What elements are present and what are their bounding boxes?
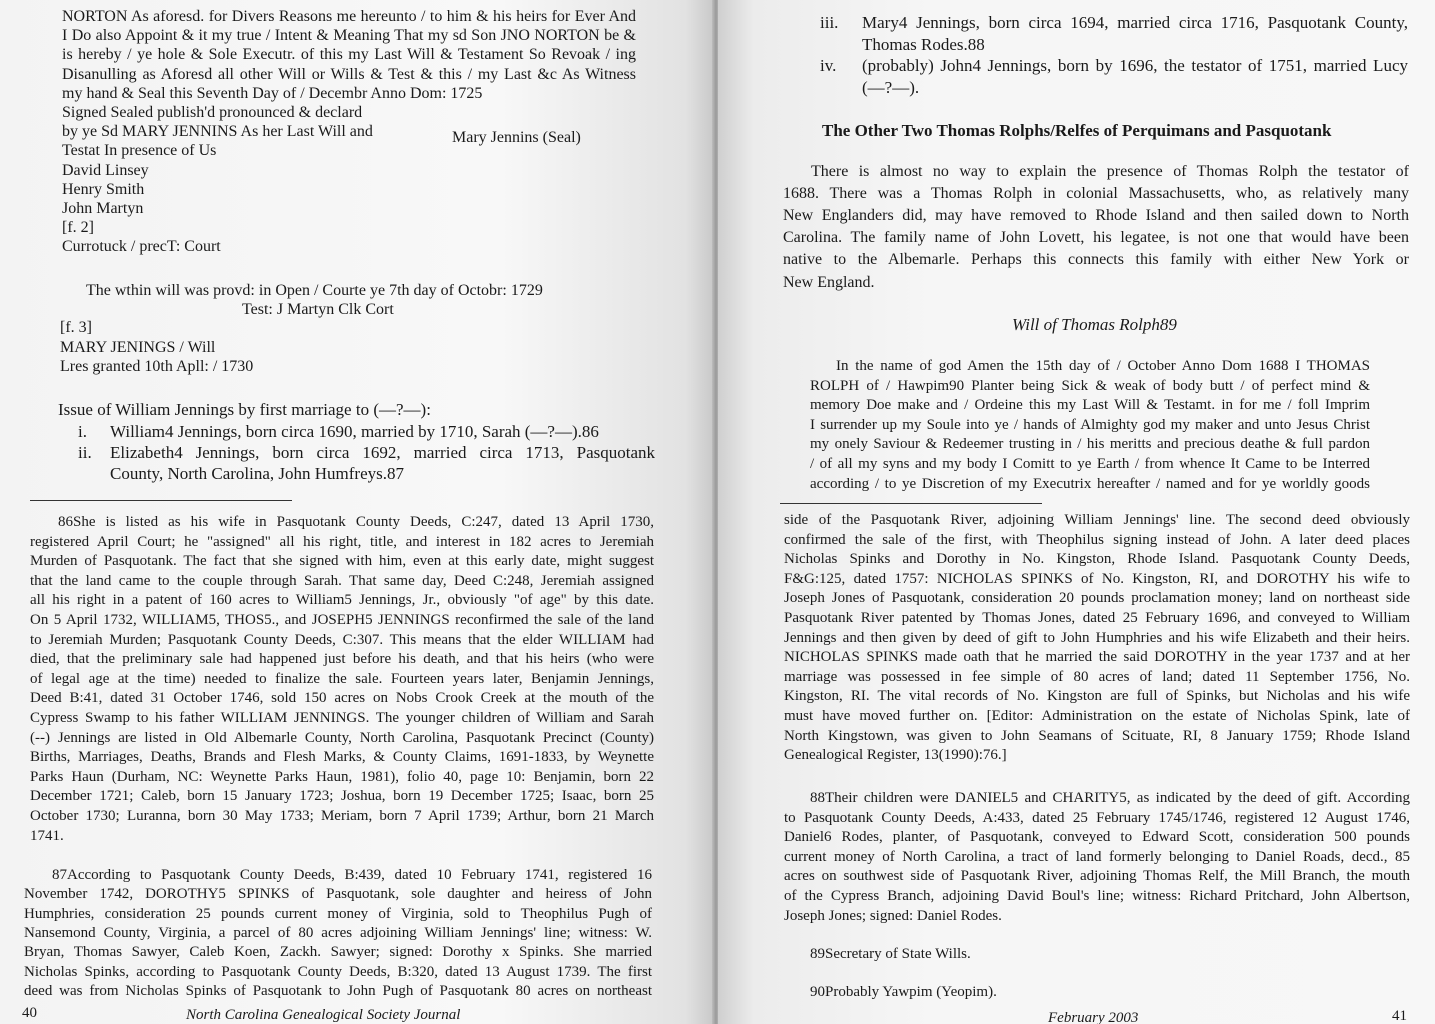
footnote-line: December 1721; Caleb, born 15 January 1723; Joshua, born 19 December 1725; Isaac, born 25 — [30, 789, 654, 805]
issue-entry-text: County, North Carolina, John Humfreys.87 — [110, 464, 405, 483]
footnote-line: On 5 April 1732, WILLIAM5, THOS5., and JOSEPH5 JENNINGS reconfirmed the sale of the land — [30, 613, 654, 628]
will-heading: Will of Thomas Rolph89 — [1012, 315, 1177, 334]
will-line: NORTON As aforesd. for Divers Reasons me hereunto / to him & his heirs for Ever And — [62, 9, 636, 25]
page-number-right: 41 — [1392, 1008, 1407, 1024]
footnote-89: 89Secretary of State Wills. — [810, 946, 971, 962]
footnote-rule — [30, 500, 292, 501]
footnote-line: Kingston, RI. The vital records of No. Kingston are full of Spinks, but Nicholas and his wife — [784, 689, 1410, 705]
will-line: my hand & Seal this Seventh Day of / Decembr Anno Dom: 1725 — [62, 84, 483, 102]
will-line: Signed Sealed publish'd pronounced & declard — [62, 104, 363, 121]
running-footer-right: February 2003 — [1048, 1010, 1139, 1024]
issue-entry-text: (probably) John4 Jennings, born by 1696, the testator of 1751, married Lucy — [862, 57, 1408, 75]
probate-line: The wthin will was provd: in Open / Courte ye 7th day of Octobr: 1729 — [86, 282, 543, 299]
footnote-line: deed was from Nicholas Spinks of Pasquotank to John Pugh of Pasquotank 80 acres on northeast — [24, 983, 652, 999]
will-line: [f. 2] — [62, 219, 94, 237]
footnote-line: (--) Jennings are listed in Old Albemarle County, North Carolina, Pasquotank Precinct (County) — [30, 730, 654, 746]
issue-number: iv. — [820, 56, 837, 75]
will-line: I Do also Appoint & it my true / Intent & Meaning That my sd Son JNO NORTON be & — [62, 28, 636, 45]
footnote-line: acres on southwest side of Pasquotank River, adjoining Thomas Relf, the Mill Branch, the mouth — [784, 869, 1410, 885]
footnote-line: Genealogical Register, 13(1990):76.] — [784, 747, 1007, 764]
footnote-line: F&G:125, dated 1757: NICHOLAS SPINKS of No. Kingston, RI, and DOROTHY his wife to — [784, 571, 1410, 587]
footnote-line: Jennings and then given by deed of gift to John Humphries and his wife Elizabeth and their heirs. — [784, 630, 1410, 646]
footnote-line: registered April Court; he "assigned" all his right, title, and interest in 182 acres to Jeremiah — [30, 534, 654, 550]
issue-number: iii. — [820, 13, 839, 32]
will-line: David Linsey — [62, 161, 149, 179]
footnote-line: confirmed the sale of the first, with Theophilus signing instead of John. A later deed places — [784, 532, 1410, 548]
footnote-line: NICHOLAS SPINKS made oath that he married the said DOROTHY in the year 1737 and at her — [784, 650, 1410, 666]
footnote-line: 88Their children were DANIEL5 and CHARITY5, as indicated by the deed of gift. According — [810, 791, 1410, 806]
footnote-line: Pasquotank River patented by Thomas Jones, dated 25 February 1696, and conveyed to William — [784, 611, 1410, 626]
paragraph-line: There is almost no way to explain the presence of Thomas Rolph the testator of — [811, 164, 1409, 180]
footnote-line: North Kingstown, was given to John Seamans of Scituate, RI, 8 January 1759; Rhode Island — [784, 728, 1410, 744]
footnote-line: marriage was possessed in fee simple of 80 acres of land; dated 11 September 1756, No. — [784, 669, 1410, 685]
footnote-rule — [780, 503, 1042, 504]
will-line: ROLPH of / Hawpim90 Planter being Sick & weak of body butt / of perfect mind & — [810, 378, 1370, 394]
paragraph-line: New England. — [783, 273, 875, 291]
footnote-line: Murden of Pasquotank. The fact that she signed with him, even at this early date, might suggest — [30, 554, 654, 570]
signature-mary-jennins: Mary Jennins (Seal) — [452, 129, 581, 146]
will-line: In the name of god Amen the 15th day of / October Anno Dom 1688 I THOMAS — [836, 359, 1370, 374]
will-line: according / to ye Discretion of my Executrix hereafter / named and for ye worldly goods — [810, 476, 1370, 492]
issue-entry-text: William4 Jennings, born circa 1690, married by 1710, Sarah (—?—).86 — [110, 422, 599, 441]
footnote-line: side of the Pasquotank River, adjoining William Jennings' line. The second deed obviously — [784, 513, 1410, 528]
left-page — [0, 0, 714, 1024]
will-line: / of all my syns and my body I Comitt to ye Earth / from whence It Came to be Interred — [810, 457, 1370, 472]
footnote-90: 90Probably Yawpim (Yeopim). — [810, 984, 997, 1000]
folio-line: Lres granted 10th Apll: / 1730 — [60, 358, 254, 375]
footnote-line: 1741. — [30, 827, 64, 844]
will-line: Currotuck / precT: Court — [62, 238, 221, 256]
will-line: Disanulling as Aforesd all other Will or Wills & Test & this / my Last &c As Witness — [62, 66, 636, 83]
issue-entry-text: (—?—). — [862, 77, 920, 97]
will-line: is hereby / ye hole & Sole Executr. of this my Last Will & Testament So Revoak / ing — [62, 47, 636, 64]
footnote-line: Parks Haun (Durham, NC: Weynette Parks Haun, 1981), folio 40, page 10: Benjamin, born 22 — [30, 769, 654, 785]
footnote-line: Births, Marriages, Deaths, Brands and Flesh Marks, & County Claims, 1691-1833, by Weynette — [30, 750, 654, 766]
footnote-line: died, that the preliminary sale had happened just before his death, and that his heirs (who were — [30, 652, 654, 668]
footnote-line: Nicholas Spinks, according to Pasquotank County Deeds, B:320, dated 13 August 1739. The first — [24, 964, 652, 980]
footnote-line: October 1730; Luranna, born 30 May 1733; Meriam, born 7 April 1739; Arthur, born 21 March — [30, 809, 654, 824]
will-line: memory Doe make and / Ordeine this my Last Will & Testamt. in for me / foll Imprim — [810, 398, 1370, 414]
issue-heading: Issue of William Jennings by first marriage to (—?—): — [58, 400, 431, 419]
issue-number: ii. — [78, 443, 92, 462]
will-line: by ye Sd MARY JENNINS As her Last Will and — [62, 123, 373, 141]
footnote-line: Joseph Jones of Pasquotank, consideration 20 pounds proclamation money; land on northeast side — [784, 591, 1410, 607]
will-line: Testat In presence of Us — [62, 142, 217, 160]
will-line: Henry Smith — [62, 180, 145, 198]
paragraph-line: 1688. There was a Thomas Rolph in colonial Massachusetts, who, as relatively many — [783, 186, 1409, 203]
running-footer-left: North Carolina Genealogical Society Journal — [186, 1007, 461, 1023]
footnote-line: must have moved further on. [Editor: Administration on the estate of Nicholas Spink, late of — [784, 709, 1410, 724]
folio-line: MARY JENINGS / Will — [60, 338, 216, 356]
footnote-line: of the Cypress Branch, adjoining David Boul's line; witness: Richard Pritchard, John Albertson, — [784, 889, 1410, 904]
footnote-line: to Jeremiah Murden; Pasquotank County Deeds, C:307. This means that the elder WILLIAM had — [30, 632, 654, 648]
footnote-line: 86She is listed as his wife in Pasquotank County Deeds, C:247, dated 13 April 1730, — [58, 515, 654, 530]
issue-number: i. — [78, 422, 87, 441]
section-heading: The Other Two Thomas Rolphs/Relfes of Perquimans and Pasquotank — [822, 121, 1332, 140]
footnote-line: 87According to Pasquotank County Deeds, B:439, dated 10 February 1741, registered 16 — [52, 868, 652, 883]
will-line: I surrender up my Soule into ye / hands of Almighty god my maker and unto Jesus Christ — [810, 417, 1370, 433]
will-line: my onely Saviour & Redeemer trusting in / his meritts and precious deathe & full pardon — [810, 437, 1370, 453]
will-line: John Martyn — [62, 200, 144, 217]
probate-test-line: Test: J Martyn Clk Cort — [242, 301, 394, 318]
footnote-line: current money of North Carolina, a tract of land formerly belonging to Daniel Roads, decd., 85 — [784, 849, 1410, 865]
paragraph-line: native to the Albemarle. Perhaps this connects this family with either New York or — [783, 252, 1409, 269]
footnote-line: Nicholas Spinks and Dorothy in No. Kingston, Rhode Island. Pasquotank County Deeds, — [784, 552, 1410, 568]
footnote-line: Deed B:41, dated 31 October 1746, sold 150 acres on Nobs Crook Creek at the mouth of the — [30, 691, 654, 707]
footnote-line: Daniel6 Rodes, planter, of Pasquotank, conveyed to Edward Scott, consideration 500 pounds — [784, 830, 1410, 846]
issue-entry-text: Thomas Rodes.88 — [862, 34, 985, 54]
page-number-left: 40 — [22, 1005, 37, 1021]
footnote-line: all his right in a patent of 160 acres to William5 Jennings, Jr., obviously "of age" by this date. — [30, 593, 654, 609]
footnote-line: that the land came to the couple through Sarah. That same day, Deed C:248, Jeremiah assigned — [30, 573, 654, 589]
footnote-line: Nansemond County, Virginia, a parcel of 80 acres adjoining William Jennings' line; witness: W. — [24, 925, 652, 941]
folio-line: [f. 3] — [60, 319, 92, 336]
footnote-line: to Pasquotank County Deeds, A:433, dated 25 February 1745/1746, registered 12 August 1746, — [784, 810, 1410, 826]
right-page — [718, 0, 1435, 1024]
footnote-line: Cypress Swamp to his father WILLIAM JENNINGS. The younger children of William and Sarah — [30, 711, 654, 726]
footnote-line: Humphries, consideration 25 pounds current money of Virginia, sold to Theophilus Pugh of — [24, 906, 652, 922]
footnote-line: November 1742, DOROTHY5 SPINKS of Pasquotank, sole daughter and heiress of John — [24, 887, 652, 903]
issue-entry-text: Mary4 Jennings, born circa 1694, married circa 1716, Pasquotank County, — [862, 14, 1408, 32]
footnote-line: Joseph Jones; signed: Daniel Rodes. — [784, 907, 1002, 924]
footnote-line: of legal age at the time) needed to finalize the sale. Fourteen years later, Benjamin Jennings, — [30, 671, 654, 687]
paragraph-line: New Englanders did, may have removed to Rhode Island and then sailed down to North — [783, 208, 1409, 225]
issue-entry-text: Elizabeth4 Jennings, born circa 1692, married circa 1713, Pasquotank — [110, 444, 655, 462]
paragraph-line: Carolina. The family name of John Lovett, his legatee, is not one that would have been — [783, 230, 1409, 247]
footnote-line: Bryan, Thomas Sawyer, Caleb Koen, Zackh. Sawyer; signed: Dorothy x Spinks. She married — [24, 945, 652, 961]
